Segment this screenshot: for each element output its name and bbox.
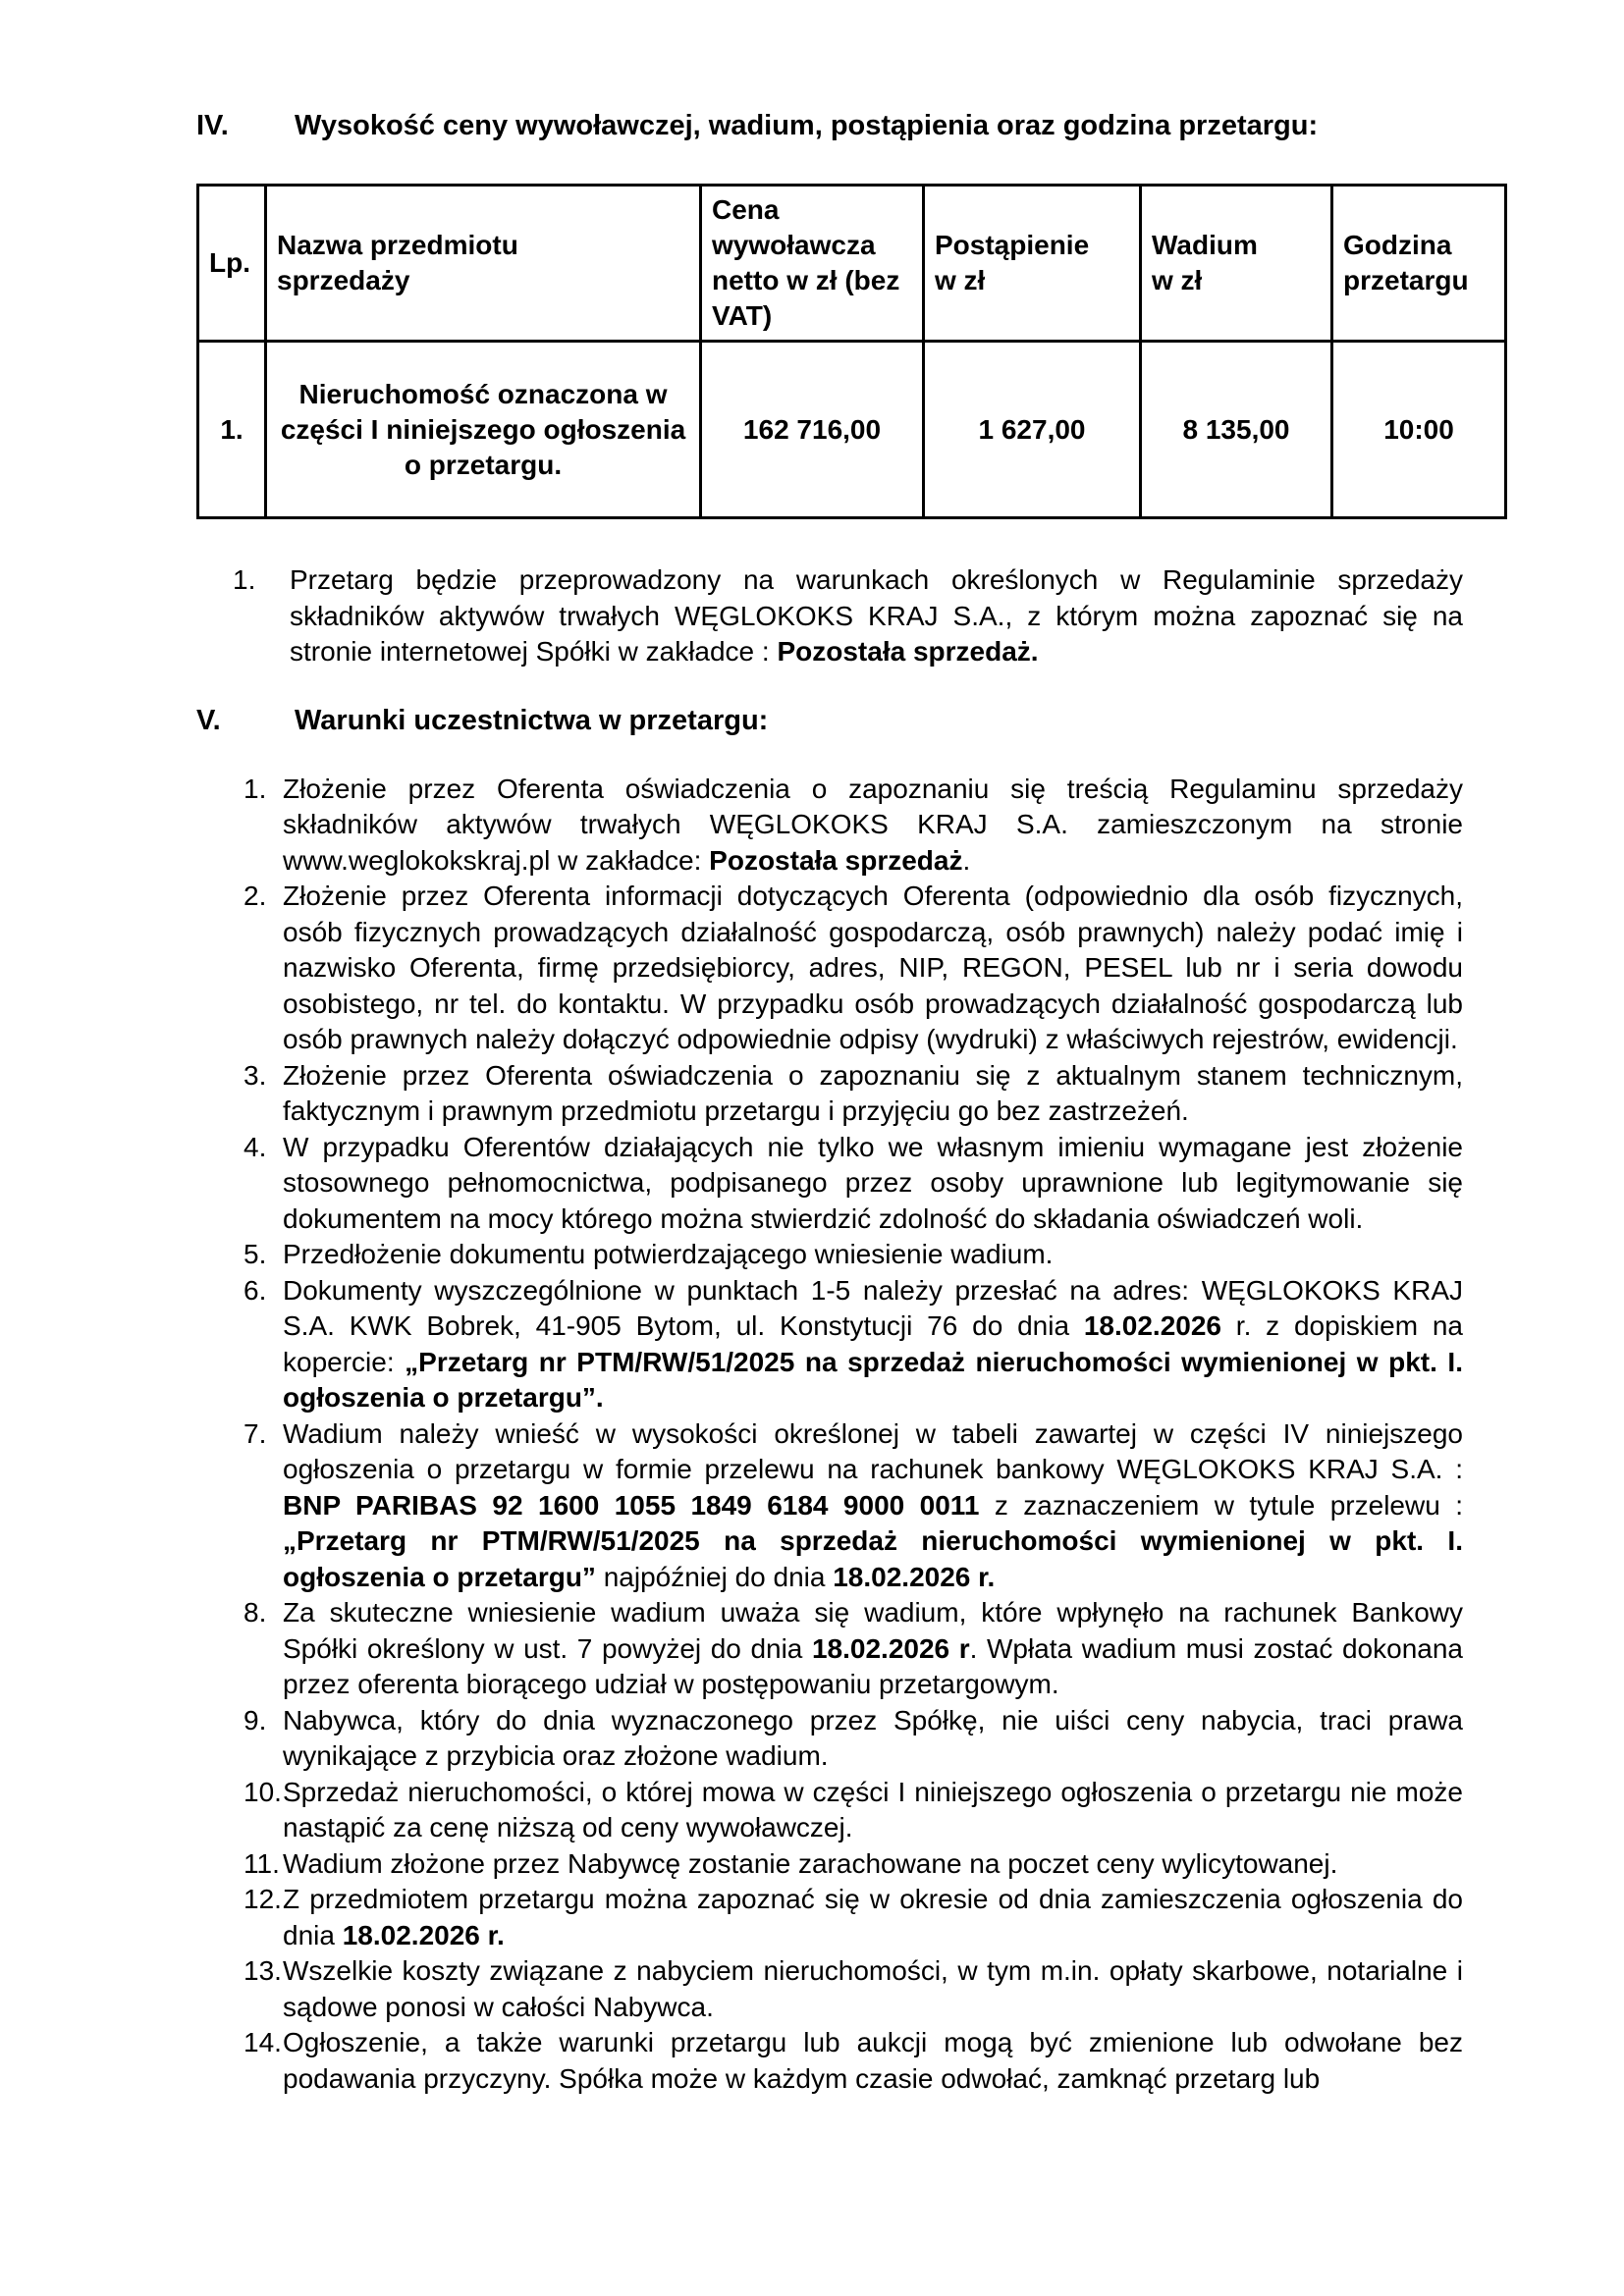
list-item-1 xyxy=(244,772,1463,880)
list-item-1-text: Złożenie przez Oferenta oświadczenia o zapoznaniu się treścią Regulaminu sprzedaży składników aktywów trwałych WĘGLOKOKS KRAJ S.A. zamieszczonym na stronie www.weglokokskraj.pl w zakładce: Pozostała sprzedaż. xyxy=(283,773,1463,876)
table-header-lp-label: Lp. xyxy=(209,247,250,278)
list-item-4-number: 4. xyxy=(244,1131,267,1162)
list-item-7-number: 7. xyxy=(244,1417,267,1449)
list-item-10-number: 10. xyxy=(244,1776,282,1807)
list-item-6-text: Dokumenty wyszczególnione w punktach 1-5 należy przesłać na adres: WĘGLOKOKS KRAJ S.A. KWK Bobrek, 41-905 Bytom, ul. Konstytucji 76 do dnia 18.02.2026 r. z dopiskiem na kopercie: „Przetarg nr PTM/RW/51/2025 na sprzedaż nieruchomości wymienionej w pkt. I. ogłoszenia o przetargu”. xyxy=(283,1274,1463,1413)
list-item-7 xyxy=(244,1416,1463,1596)
list-item-9-text: Nabywca, który do dnia wyznaczonego przez Spółkę, nie uiści ceny nabycia, traci prawa wynikające z przybicia oraz złożone wadium. xyxy=(283,1704,1463,1771)
list-item-12-number: 12. xyxy=(244,1884,282,1914)
list-item-13-number: 13. xyxy=(244,1955,282,1986)
table-cell-deposit: 8 135,00 xyxy=(1141,342,1332,518)
section-iv-number: IV. xyxy=(196,110,229,141)
table-header-price-label: Cena wywoławcza netto w zł (bez VAT) xyxy=(712,194,900,331)
table-header-price xyxy=(701,186,924,342)
list-item-11 xyxy=(244,1846,1463,1883)
table-header-deposit-label: Wadium w zł xyxy=(1152,230,1258,295)
list-item-14-number: 14. xyxy=(244,2027,282,2057)
table-header-name xyxy=(266,186,701,342)
iv-note-1-number: 1. xyxy=(233,564,256,595)
list-item-10 xyxy=(244,1775,1463,1846)
iv-note-1-text: Przetarg będzie przeprowadzony na warunkach określonych w Regulaminie sprzedaży składników aktywów trwałych WĘGLOKOKS KRAJ S.A., z którym można zapoznać się na stronie internetowej Spółki w zakładce : Pozostała sprzedaż. xyxy=(290,564,1463,667)
table-cell-name: Nieruchomość oznaczona w części I niniejszego ogłoszenia o przetargu. xyxy=(266,342,701,518)
list-item-2-text: Złożenie przez Oferenta informacji dotyczących Oferenta (odpowiednio dla osób fizycznych, osób fizycznych prowadzących działalność gospodarczą, osób prawnych) należy podać imię i nazwisko Oferenta, firmę przedsiębiorcy, adres, NIP, REGON, PESEL lub nr i seria dowodu osobistego, nr tel. do kontaktu. W przypadku osób prowadzących działalność gospodarczą lub osób prawnych należy dołączyć odpowiednie odpisy (wydruki) z właściwych rejestrów, ewidencji. xyxy=(283,881,1463,1054)
table-header-deposit xyxy=(1141,186,1332,342)
list-item-13 xyxy=(244,1953,1463,2025)
list-item-10-text: Sprzedaż nieruchomości, o której mowa w części I niniejszego ogłoszenia o przetargu nie może nastąpić za cenę niższą od ceny wywoławczej. xyxy=(283,1776,1463,1842)
list-item-8-text: Za skuteczne wniesienie wadium uważa się wadium, które wpłynęło na rachunek Bankowy Spółki określony w ust. 7 powyżej do dnia 18.02.2026 r. Wpłata wadium musi zostać dokonana przez oferenta biorącego udział w postępowaniu przetargowym. xyxy=(283,1597,1463,1699)
table-row xyxy=(198,342,1506,518)
list-item-5-number: 5. xyxy=(244,1239,267,1269)
conditions-list xyxy=(244,772,1463,2098)
table-header-increment xyxy=(924,186,1141,342)
list-item-5 xyxy=(244,1237,1463,1273)
list-item-3-text: Złożenie przez Oferenta oświadczenia o zapoznaniu się z aktualnym stanem technicznym, faktycznym i prawnym przedmiotu przetargu i przyjęciu go bez zastrzeżeń. xyxy=(283,1059,1463,1126)
list-item-2 xyxy=(244,879,1463,1058)
list-item-12-text: Z przedmiotem przetargu można zapoznać się w okresie od dnia zamieszczenia ogłoszenia do dnia 18.02.2026 r. xyxy=(283,1884,1463,1950)
table-header-name-label: Nazwa przedmiotu sprzedaży xyxy=(277,230,518,295)
list-item-6-number: 6. xyxy=(244,1274,267,1306)
section-iv-title: Wysokość ceny wywoławczej, wadium, postąpienia oraz godzina przetargu: xyxy=(295,110,1319,141)
list-item-4-text: W przypadku Oferentów działających nie tylko we własnym imieniu wymagane jest złożenie stosownego pełnomocnictwa, podpisanego przez osoby uprawnione lub legitymowanie się dokumentem na mocy którego można stwierdzić zdolność do składania oświadczeń woli. xyxy=(283,1131,1463,1234)
table-cell-lp: 1. xyxy=(198,342,266,518)
section-v-number: V. xyxy=(196,704,221,736)
list-item-1-number: 1. xyxy=(244,773,267,804)
table-cell-increment: 1 627,00 xyxy=(924,342,1141,518)
list-item-6 xyxy=(244,1273,1463,1416)
table-header-row xyxy=(198,186,1506,342)
list-item-2-number: 2. xyxy=(244,881,267,911)
section-heading-v xyxy=(196,703,1506,739)
list-item-3 xyxy=(244,1058,1463,1130)
auction-table xyxy=(196,184,1507,519)
list-item-14 xyxy=(244,2025,1463,2097)
list-item-11-number: 11. xyxy=(244,1847,280,1879)
section-heading-iv xyxy=(196,108,1506,144)
list-item-12 xyxy=(244,1882,1463,1953)
table-header-time xyxy=(1332,186,1506,342)
table-cell-price: 162 716,00 xyxy=(701,342,924,518)
table-header-increment-label: Postąpienie w zł xyxy=(935,230,1090,295)
list-item-8 xyxy=(244,1595,1463,1703)
list-item-5-text: Przedłożenie dokumentu potwierdzającego wniesienie wadium. xyxy=(283,1239,1054,1269)
list-item-3-number: 3. xyxy=(244,1059,267,1091)
list-item-9-number: 9. xyxy=(244,1704,267,1735)
list-item-11-text: Wadium złożone przez Nabywcę zostanie zarachowane na poczet ceny wylicytowanej. xyxy=(283,1847,1338,1879)
table-header-lp xyxy=(198,186,266,342)
table-cell-time: 10:00 xyxy=(1332,342,1506,518)
section-v-title: Warunki uczestnictwa w przetargu: xyxy=(295,704,769,736)
list-item-13-text: Wszelkie koszty związane z nabyciem nieruchomości, w tym m.in. opłaty skarbowe, notarialne i sądowe ponosi w całości Nabywca. xyxy=(283,1955,1463,2022)
list-item-9 xyxy=(244,1703,1463,1775)
list-item-14-text: Ogłoszenie, a także warunki przetargu lub aukcji mogą być zmienione lub odwołane bez podawania przyczyny. Spółka może w każdym czasie odwołać, zamknąć przetarg lub xyxy=(283,2027,1463,2094)
list-item-4 xyxy=(244,1130,1463,1238)
list-item-8-number: 8. xyxy=(244,1597,267,1628)
table-header-time-label: Godzina przetargu xyxy=(1343,230,1469,295)
list-item-7-text: Wadium należy wnieść w wysokości określonej w tabeli zawartej w części IV niniejszego ogłoszenia o przetargu w formie przelewu na rachunek bankowy WĘGLOKOKS KRAJ S.A. : BNP PARIBAS 92 1600 1055 1849 6184 9000 0011 z zaznaczeniem w tytule przelewu : „Przetarg nr PTM/RW/51/2025 na sprzedaż nieruchomości wymienionej w pkt. I. ogłoszenia o przetargu” najpóźniej do dnia 18.02.2026 r. xyxy=(283,1417,1463,1592)
iv-note-1 xyxy=(233,562,1463,670)
